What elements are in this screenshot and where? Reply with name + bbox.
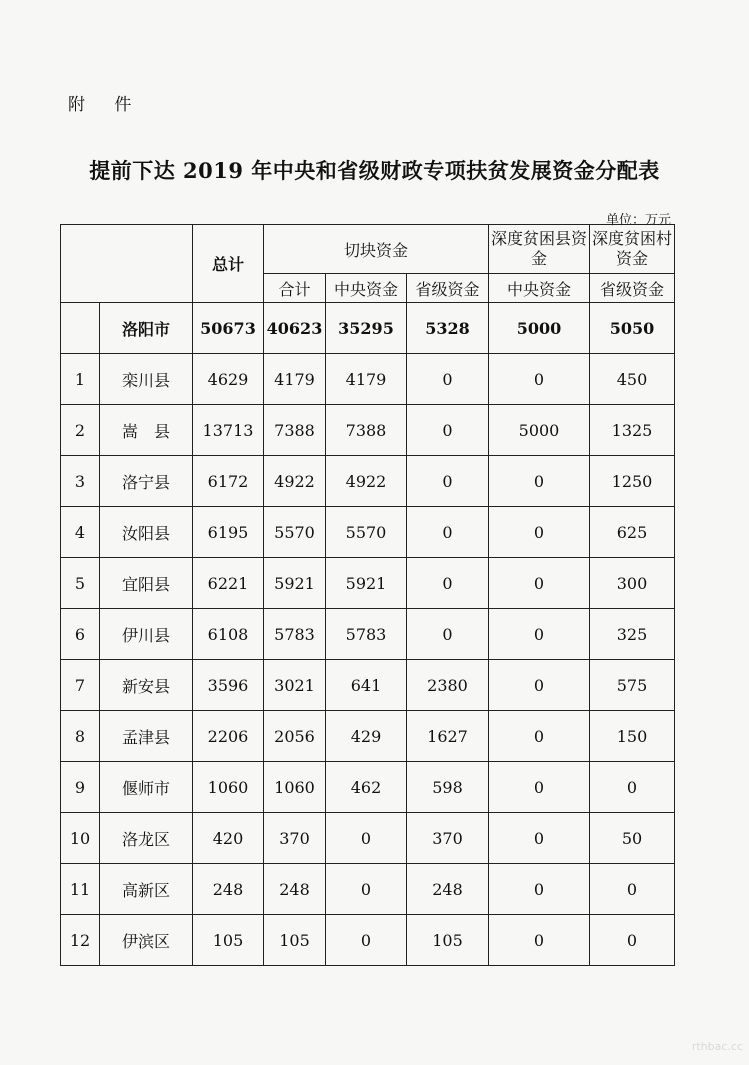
- county-central-cell: 0: [489, 609, 590, 660]
- region-name: 洛龙区: [100, 813, 193, 864]
- summary-row: [61, 303, 675, 354]
- row-number: 4: [61, 507, 100, 558]
- allocation-table: [60, 224, 675, 966]
- village-provincial-cell: 1250: [590, 456, 675, 507]
- total-cell: 2206: [193, 711, 264, 762]
- central-cell: 4179: [326, 354, 407, 405]
- subtotal-cell: 40623: [264, 303, 326, 354]
- region-name: 宜阳县: [100, 558, 193, 609]
- header-central-funds: 中央资金: [326, 274, 407, 303]
- village-provincial-cell: 450: [590, 354, 675, 405]
- county-central-cell: 0: [489, 864, 590, 915]
- watermark: rthbac.cc: [691, 1040, 743, 1053]
- row-number: 1: [61, 354, 100, 405]
- region-name: 孟津县: [100, 711, 193, 762]
- region-name: 洛宁县: [100, 456, 193, 507]
- village-provincial-cell: 300: [590, 558, 675, 609]
- village-provincial-cell: 325: [590, 609, 675, 660]
- header-village-provincial-funds: 省级资金: [590, 274, 675, 303]
- region-name: 伊川县: [100, 609, 193, 660]
- corner-cell: [61, 225, 193, 303]
- region-name: 伊滨区: [100, 915, 193, 966]
- central-cell: 641: [326, 660, 407, 711]
- header-row-1: [61, 225, 675, 274]
- provincial-cell: 0: [407, 558, 489, 609]
- provincial-cell: 598: [407, 762, 489, 813]
- county-central-cell: 0: [489, 456, 590, 507]
- header-subtotal: 合计: [264, 274, 326, 303]
- village-provincial-cell: 1325: [590, 405, 675, 456]
- attachment-label: 附 件: [68, 95, 144, 115]
- header-total: 总计: [193, 225, 264, 303]
- header-county-central-funds: 中央资金: [489, 274, 590, 303]
- provincial-cell: 0: [407, 456, 489, 507]
- subtotal-cell: 105: [264, 915, 326, 966]
- central-cell: 4922: [326, 456, 407, 507]
- central-cell: 429: [326, 711, 407, 762]
- table-row: [61, 813, 675, 864]
- provincial-cell: 105: [407, 915, 489, 966]
- central-cell: 7388: [326, 405, 407, 456]
- provincial-cell: 248: [407, 864, 489, 915]
- central-cell: 0: [326, 813, 407, 864]
- row-number: 5: [61, 558, 100, 609]
- total-cell: 420: [193, 813, 264, 864]
- subtotal-cell: 370: [264, 813, 326, 864]
- header-block-funds: 切块资金: [264, 225, 489, 274]
- county-central-cell: 0: [489, 354, 590, 405]
- provincial-cell: 1627: [407, 711, 489, 762]
- region-name: 汝阳县: [100, 507, 193, 558]
- village-provincial-cell: 150: [590, 711, 675, 762]
- table-row: [61, 660, 675, 711]
- table-row: [61, 864, 675, 915]
- county-central-cell: 0: [489, 813, 590, 864]
- total-cell: 4629: [193, 354, 264, 405]
- total-cell: 6195: [193, 507, 264, 558]
- subtotal-cell: 1060: [264, 762, 326, 813]
- region-name: 栾川县: [100, 354, 193, 405]
- row-number: 2: [61, 405, 100, 456]
- provincial-cell: 0: [407, 354, 489, 405]
- table-row: [61, 915, 675, 966]
- provincial-cell: 0: [407, 609, 489, 660]
- header-deep-poverty-county: 深度贫困县资金: [489, 225, 590, 274]
- county-central-cell: 0: [489, 711, 590, 762]
- table-row: [61, 558, 675, 609]
- central-cell: 5921: [326, 558, 407, 609]
- total-cell: 6221: [193, 558, 264, 609]
- subtotal-cell: 4922: [264, 456, 326, 507]
- row-number: 7: [61, 660, 100, 711]
- county-central-cell: 0: [489, 915, 590, 966]
- header-deep-poverty-village: 深度贫困村资金: [590, 225, 675, 274]
- village-provincial-cell: 0: [590, 915, 675, 966]
- village-provincial-cell: 50: [590, 813, 675, 864]
- village-provincial-cell: 5050: [590, 303, 675, 354]
- table-row: [61, 711, 675, 762]
- total-cell: 6172: [193, 456, 264, 507]
- row-number: 11: [61, 864, 100, 915]
- subtotal-cell: 4179: [264, 354, 326, 405]
- table-row: [61, 609, 675, 660]
- table-row: [61, 762, 675, 813]
- central-cell: 5783: [326, 609, 407, 660]
- table-row: [61, 456, 675, 507]
- row-number: 6: [61, 609, 100, 660]
- provincial-cell: 5328: [407, 303, 489, 354]
- table-row: [61, 354, 675, 405]
- subtotal-cell: 5921: [264, 558, 326, 609]
- region-name: 新安县: [100, 660, 193, 711]
- village-provincial-cell: 0: [590, 864, 675, 915]
- subtotal-cell: 5783: [264, 609, 326, 660]
- provincial-cell: 0: [407, 405, 489, 456]
- total-cell: 1060: [193, 762, 264, 813]
- county-central-cell: 5000: [489, 405, 590, 456]
- total-cell: 248: [193, 864, 264, 915]
- county-central-cell: 5000: [489, 303, 590, 354]
- subtotal-cell: 7388: [264, 405, 326, 456]
- county-central-cell: 0: [489, 558, 590, 609]
- region-name: 高新区: [100, 864, 193, 915]
- row-number: [61, 303, 100, 354]
- header-provincial-funds: 省级资金: [407, 274, 489, 303]
- central-cell: 462: [326, 762, 407, 813]
- provincial-cell: 2380: [407, 660, 489, 711]
- provincial-cell: 0: [407, 507, 489, 558]
- county-central-cell: 0: [489, 660, 590, 711]
- row-number: 3: [61, 456, 100, 507]
- county-central-cell: 0: [489, 762, 590, 813]
- central-cell: 0: [326, 915, 407, 966]
- total-cell: 50673: [193, 303, 264, 354]
- central-cell: 5570: [326, 507, 407, 558]
- total-cell: 3596: [193, 660, 264, 711]
- county-central-cell: 0: [489, 507, 590, 558]
- region-name: 偃师市: [100, 762, 193, 813]
- total-cell: 105: [193, 915, 264, 966]
- region-name: 嵩 县: [100, 405, 193, 456]
- village-provincial-cell: 0: [590, 762, 675, 813]
- village-provincial-cell: 575: [590, 660, 675, 711]
- table-row: [61, 507, 675, 558]
- row-number: 10: [61, 813, 100, 864]
- total-cell: 6108: [193, 609, 264, 660]
- subtotal-cell: 248: [264, 864, 326, 915]
- central-cell: 0: [326, 864, 407, 915]
- table-row: [61, 405, 675, 456]
- subtotal-cell: 3021: [264, 660, 326, 711]
- unit-label: 单位：万元: [606, 213, 672, 228]
- subtotal-cell: 5570: [264, 507, 326, 558]
- row-number: 12: [61, 915, 100, 966]
- document-title: 提前下达 2019 年中央和省级财政专项扶贫发展资金分配表: [89, 158, 660, 183]
- provincial-cell: 370: [407, 813, 489, 864]
- subtotal-cell: 2056: [264, 711, 326, 762]
- village-provincial-cell: 625: [590, 507, 675, 558]
- region-name: 洛阳市: [100, 303, 193, 354]
- row-number: 8: [61, 711, 100, 762]
- total-cell: 13713: [193, 405, 264, 456]
- central-cell: 35295: [326, 303, 407, 354]
- row-number: 9: [61, 762, 100, 813]
